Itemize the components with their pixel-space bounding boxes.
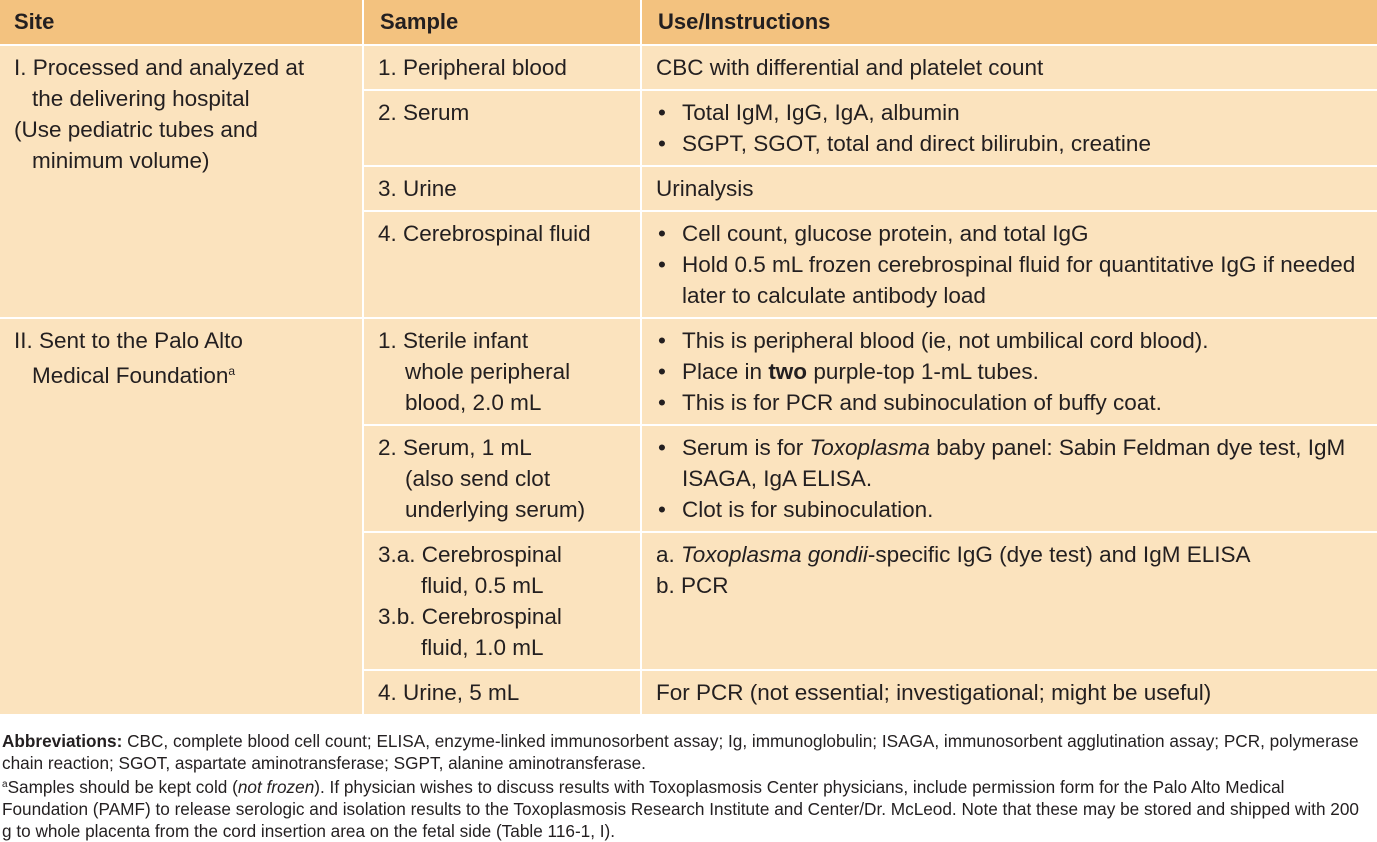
sample-line: underlying serum) <box>405 497 586 522</box>
sample-cell <box>363 318 641 425</box>
header-row <box>0 0 1377 45</box>
bullet-text: baby panel: Sabin Feldman dye test, IgM ISAGA, IgA ELISA. <box>682 435 1346 491</box>
table-row <box>0 318 1377 425</box>
footnote-text: ). If physician wishes to discuss results with Toxoplasmosis Center physicians, include permission form for the Palo Alto Medical Foundation (PAMF) to release serologic and isolation results to the Toxoplasmosis Research Institute and Center/Dr. McLeod. Note that these may be stored and shipped with 200 g to whole placenta from the cord insertion area on the fetal side (Table 116-1, I). <box>2 777 1359 841</box>
table-footnotes <box>0 714 1377 842</box>
bullet-text: purple-top 1-mL tubes. <box>807 359 1039 384</box>
site-cell-group2 <box>0 318 363 714</box>
use-cell <box>641 318 1377 425</box>
sample-cell: 4. Cerebrospinal fluid <box>363 211 641 318</box>
site-cell-group1 <box>0 45 363 318</box>
header-sample: Sample <box>363 0 641 45</box>
header-use-instructions: Use/Instructions <box>641 0 1377 45</box>
bullet-item: • This is for PCR and subinoculation of buffy coat. <box>656 387 1367 418</box>
bullet-bold-text: two <box>768 359 808 384</box>
footnote-italic-text: not frozen <box>237 777 315 797</box>
use-italic-text: Toxoplasma gondii <box>681 542 868 567</box>
bullet-item: • SGPT, SGOT, total and direct bilirubin, creatine <box>656 128 1367 159</box>
site-text: I. Processed and analyzed at <box>14 55 305 80</box>
sample-cell <box>363 425 641 532</box>
bullet-item: • This is peripheral blood (ie, not umbilical cord blood). <box>656 325 1367 356</box>
sample-cell: 2. Serum <box>363 90 641 166</box>
sample-line: fluid, 0.5 mL <box>421 573 544 598</box>
bullet-item <box>656 432 1367 494</box>
bullet-text: Place in <box>682 359 769 384</box>
use-cell <box>641 425 1377 532</box>
use-cell: CBC with differential and platelet count <box>641 45 1377 90</box>
header-site: Site <box>0 0 363 45</box>
sample-cell: 1. Peripheral blood <box>363 45 641 90</box>
sample-cell: 3. Urine <box>363 166 641 211</box>
use-cell <box>641 211 1377 318</box>
use-text: -specific IgG (dye test) and IgM ELISA <box>867 542 1251 567</box>
site-text: (Use pediatric tubes and <box>14 117 258 142</box>
use-cell <box>641 90 1377 166</box>
bullet-item: • Clot is for subinoculation. <box>656 494 1367 525</box>
sample-line: whole peripheral <box>405 359 571 384</box>
table-row <box>0 45 1377 90</box>
bullet-italic-text: Toxoplasma <box>809 435 931 460</box>
use-cell: For PCR (not essential; investigational; might be useful) <box>641 670 1377 714</box>
sample-cell: 4. Urine, 5 mL <box>363 670 641 714</box>
sample-line: 3.b. Cerebrospinal <box>378 604 562 629</box>
sample-line: 3.a. Cerebrospinal <box>378 542 562 567</box>
site-text: minimum volume) <box>32 148 210 173</box>
sample-cell <box>363 532 641 670</box>
footnote-marker: a <box>2 779 8 790</box>
bullet-item <box>656 356 1367 387</box>
use-cell: Urinalysis <box>641 166 1377 211</box>
sample-line: blood, 2.0 mL <box>405 390 542 415</box>
abbreviations-note <box>2 730 1367 774</box>
bullet-item: • Total IgM, IgG, IgA, albumin <box>656 97 1367 128</box>
footnote-a <box>2 774 1367 842</box>
sample-line: 2. Serum, 1 mL <box>378 435 532 460</box>
use-line <box>656 539 1367 570</box>
use-text: a. <box>656 542 682 567</box>
use-line: b. PCR <box>656 573 729 598</box>
site-text: the delivering hospital <box>32 86 250 111</box>
bullet-text: Serum is for <box>682 435 810 460</box>
abbreviations-text: CBC, complete blood cell count; ELISA, enzyme-linked immunosorbent assay; Ig, immunoglobulin; ISAGA, immunosorbent agglutination assay; PCR, polymerase chain reaction; SGOT, aspartate aminotransferase; SGPT, alanine aminotransferase. <box>2 731 1359 773</box>
site-text <box>14 356 352 391</box>
site-text-main: Medical Foundation <box>32 363 229 388</box>
sample-line: 1. Sterile infant <box>378 328 529 353</box>
abbreviations-label: Abbreviations: <box>2 731 123 751</box>
site-text: II. Sent to the Palo Alto <box>14 328 243 353</box>
footnote-marker: a <box>228 364 236 378</box>
bullet-item: • Cell count, glucose protein, and total IgG <box>656 218 1367 249</box>
use-cell <box>641 532 1377 670</box>
footnote-text: Samples should be kept cold ( <box>7 777 238 797</box>
sample-line: fluid, 1.0 mL <box>421 635 544 660</box>
sample-line: (also send clot <box>405 466 551 491</box>
bullet-item: • Hold 0.5 mL frozen cerebrospinal fluid for quantitative IgG if needed later to calculate antibody load <box>656 249 1367 311</box>
